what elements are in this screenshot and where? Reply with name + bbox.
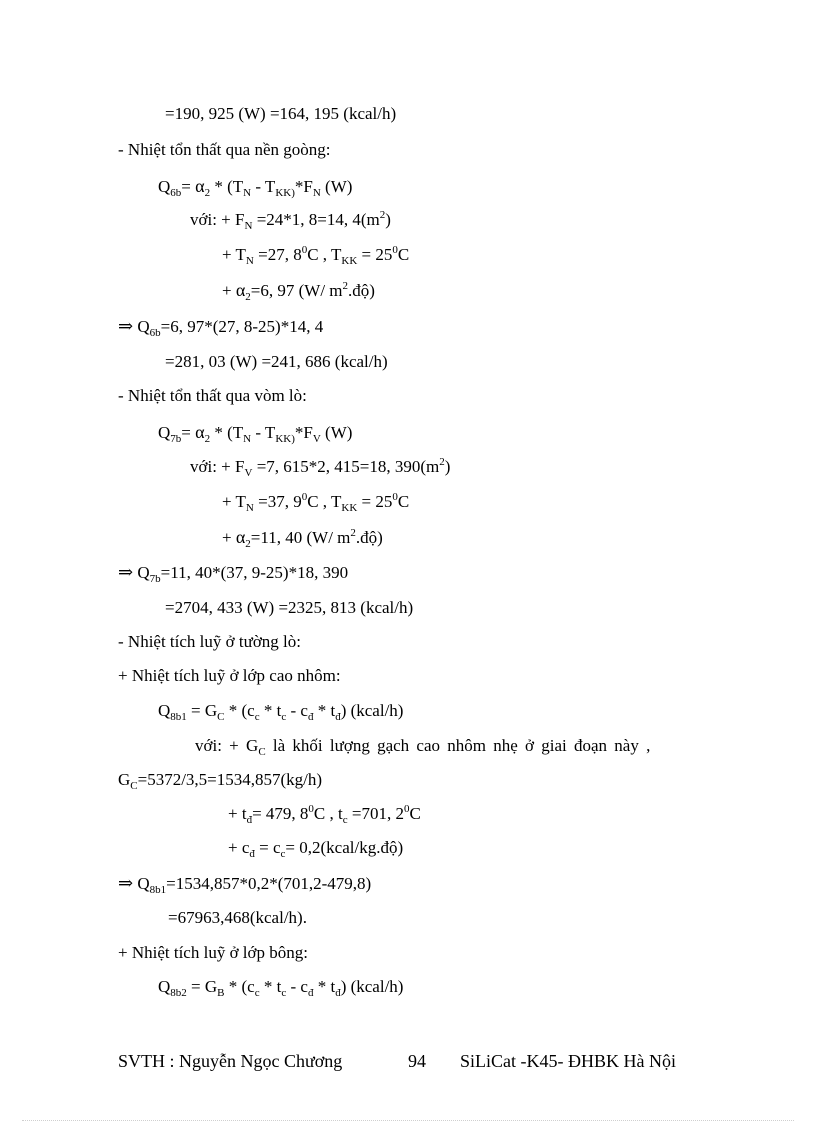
formula-q8b2: $Q_{8b2} = G_B * (c_c * t_c - c_đ * t_đ)$ (kcal/h) bbox=[158, 977, 404, 999]
param-cd-cc: + $c_đ = c_c=$ 0,2(kcal/kg.độ) bbox=[228, 838, 404, 860]
page-bottom-divider bbox=[22, 1120, 794, 1121]
result-q6b: =281, 03 (W) =241, 686 (kcal/h) bbox=[165, 352, 388, 371]
result-q8b1: =67963,468(kcal/h). bbox=[168, 908, 307, 927]
calc-q8b1: ⇒ $Q_{8b1}=1534,857*0,2*(701,2-479,8)$ bbox=[118, 873, 372, 896]
heading-cao-nhom: + Nhiệt tích luỹ ở lớp cao nhôm: bbox=[118, 666, 341, 685]
formula-q6b: $Q_{6b}= \alpha_2 * (T_N - T_{KK)}*F_N$ (W) bbox=[158, 176, 353, 199]
footer-page-number: 94 bbox=[408, 1051, 426, 1071]
param-alpha2-2: + $\alpha_2=11$, 40 (W/ $m^2.độ$) bbox=[222, 527, 383, 550]
param-gc-desc: với: + $G_C$ là khối lượng gạch cao nhôm nhẹ ở giai đoạn này , bbox=[195, 736, 651, 758]
heading-lop-bong: + Nhiệt tích luỹ ở lớp bông: bbox=[118, 943, 308, 962]
param-alpha2: + $\alpha_2=6$, 97 (W/ $m^2.độ$) bbox=[222, 280, 375, 303]
footer-author: SVTH : Nguyễn Ngọc Chương bbox=[118, 1051, 343, 1071]
heading-tich-luy-tuong: - Nhiệt tích luỹ ở tường lò: bbox=[118, 632, 302, 651]
value-gc: $G_C=5372/3,5=1534,857(kg/h)$ bbox=[118, 770, 323, 792]
heading-nen-goong: - Nhiệt tổn thất qua nền goòng: bbox=[118, 140, 331, 159]
result-line-q5b: =190, 925 (W) =164, 195 (kcal/h) bbox=[165, 104, 397, 123]
calc-q6b: ⇒ $Q_{6b}=6$, 97*(27, 8-25)*14, 4 bbox=[118, 316, 324, 339]
param-tn-tkk: + $T_N =27$, $8^0C$ , $T_{KK} = 25^0C$ bbox=[222, 244, 410, 267]
heading-vom-lo: - Nhiệt tổn thất qua vòm lò: bbox=[118, 386, 307, 405]
formula-q7b: $Q_{7b}= \alpha_2 * (T_N - T_{KK)}*F_V$ (W) bbox=[158, 422, 353, 445]
param-fv: với: + $F_V =7$, 615*2, 415=18, $390(m^2)$ bbox=[190, 456, 451, 479]
result-q7b: =2704, 433 (W) =2325, 813 (kcal/h) bbox=[165, 598, 414, 617]
param-fn: với: + $F_N =24*1$, 8=14, $4(m^2)$ bbox=[190, 209, 391, 232]
param-tn-tkk-2: + $T_N =37$, $9^0C$ , $T_{KK} = 25^0C$ bbox=[222, 491, 410, 514]
formula-q8b1: $Q_{8b1} = G_C * (c_c * t_c - c_đ * t_đ)$ (kcal/h) bbox=[158, 701, 404, 723]
calc-q7b: ⇒ $Q_{7b}=11$, 40*(37, 9-25)*18, 390 bbox=[118, 562, 349, 585]
param-td-tc: + $t_đ= 479$, $8^0C$ , $t_c =701$, $2^0C$ bbox=[228, 803, 421, 826]
footer-organization: SiLiCat -K45- ĐHBK Hà Nội bbox=[460, 1051, 676, 1071]
